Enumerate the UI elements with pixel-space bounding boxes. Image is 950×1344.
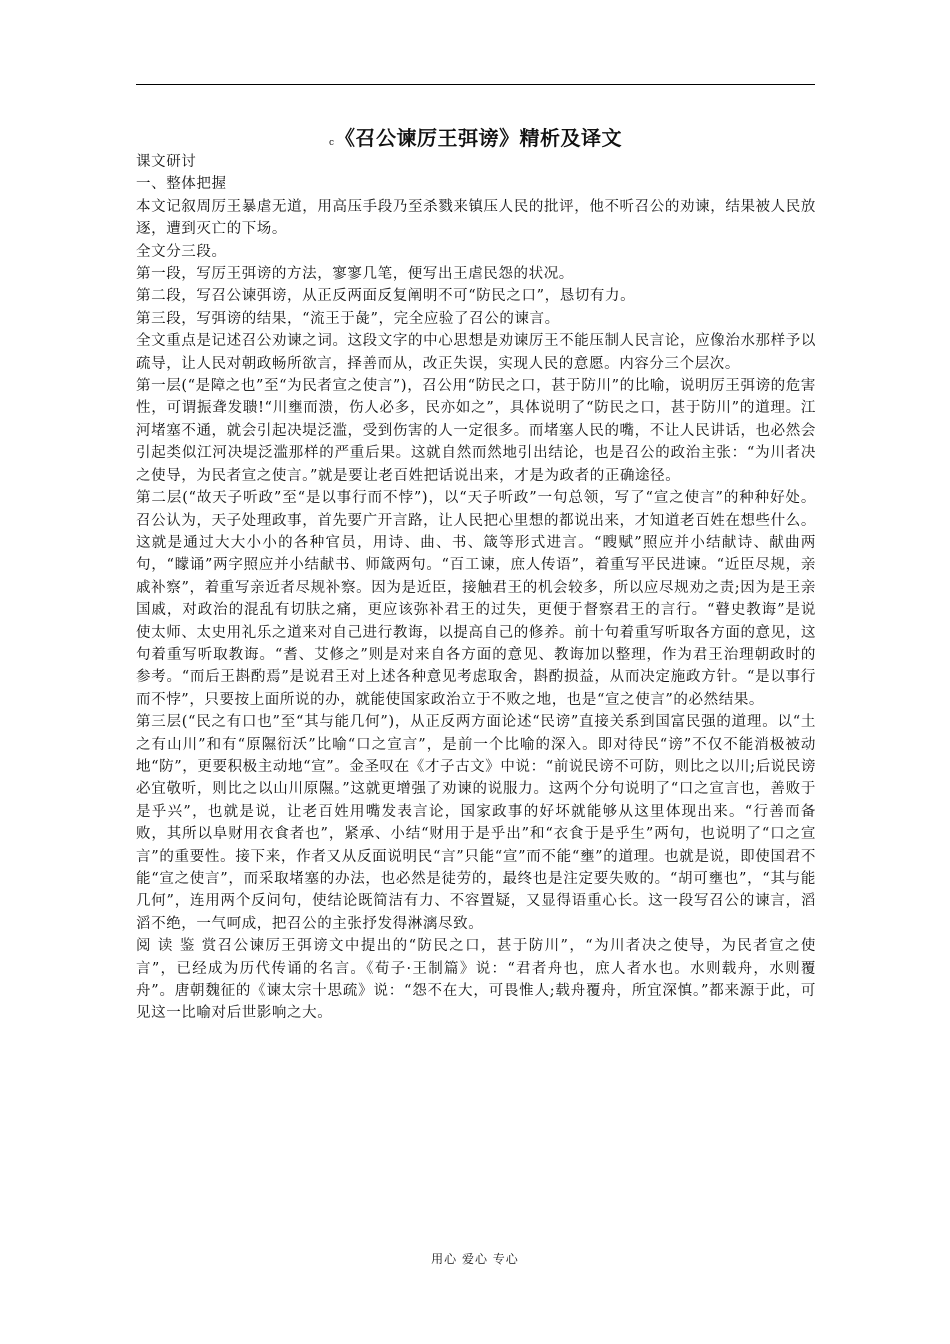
section-heading: 课文研讨 <box>136 154 197 170</box>
paragraph: 第二段，写召公谏弭谤，从正反两面反复阐明不可“防民之口”，恳切有力。 <box>136 288 636 305</box>
document-body <box>136 151 816 1025</box>
paragraph: 第一层(“是障之也”至“为民者宣之使言”)，召公用“防民之口，甚于防川”的比喻，说明厉王弭谤的危害性，可谓振聋发聩!“川壅而溃，伤人必多，民亦如之”，具体说明了“防民之口，甚于防川”的道理。江河堵塞不通，就会引起决堤泛滥，受到伤害的人一定很多。而堵塞人民的嘴，不让人民讲话，也必然会引起类似江河决堤泛滥那样的严重后果。这就自然而然地引出结论，也是召公的政治主张：“为川者决之使导，为民者宣之使言。”就是要让老百姓把话说出来，才是为政者的正确途径。 <box>136 378 816 484</box>
paragraph: 第三段，写弭谤的结果，“流王于彘”，完全应验了召公的谏言。 <box>136 310 560 327</box>
document-title <box>136 122 815 151</box>
paragraph: 全文重点是记述召公劝谏之词。这段文字的中心思想是劝谏厉王不能压制人民言论，应像治水那样予以疏导，让人民对朝政畅所欲言，择善而从，改正失误，实现人民的意愿。内容分三个层次。 <box>136 333 816 372</box>
title-mark: c <box>328 138 335 148</box>
paragraph: 第一段，写厉王弭谤的方法，寥寥几笔，便写出王虐民怨的状况。 <box>136 266 574 283</box>
paragraph: 第二层(“故天子听政”至“是以事行而不悖”)，以“天子听政”一句总领，写了“宣之使言”的种种好处。召公认为，天子处理政事，首先要广开言路，让人民把心里想的都说出来，才知道老百姓在想些什么。这就是通过大大小小的各种官员，用诗、曲、书、箴等形式进言。“瞍赋”照应并小结献诗、献曲两句，“矇诵”两字照应并小结献书、师箴两句。“百工谏，庶人传语”，着重写平民进谏。“近臣尽规，亲戚补察”，着重写亲近者尽规补察。因为是近臣，接触君王的机会较多，所以应尽规劝之责;因为是王亲国戚，对政治的混乱有切肤之痛，更应该弥补君王的过失，更便于督察君王的言行。“瞽史教诲”是说使太师、太史用礼乐之道来对自己进行教诲，以提高自己的修养。前十句着重写听取各方面的意见，这句着重写听取教诲。“耆、艾修之”则是对来自各方面的意见、教诲加以整理，作为君王治理朝政时的参考。“而后王斟酌焉”是说君王对上述各种意见考虑取舍，斟酌损益，从而决定施政方针。“是以事行而不悖”，只要按上面所说的办，就能使国家政治立于不败之地，也是“宣之使言”的必然结果。 <box>136 490 816 708</box>
title-text: 《召公谏厉王弭谤》精析及译文 <box>335 126 623 150</box>
paragraph: 本文记叙周厉王暴虐无道，用高压手段乃至杀戮来镇压人民的批评，他不听召公的劝谏，结果被人民放逐，遭到灭亡的下场。 <box>136 198 816 238</box>
paragraph: 第三层(“民之有口也”至“其与能几何”)，从正反两方面论述“民谤”直接关系到国富民强的道理。以“土之有山川”和有“原隰衍沃”比喻“口之宣言”，是前一个比喻的深入。即对待民“谤”不仅不能消极被动地“防”，更要积极主动地“宣”。金圣叹在《才子古文》中说：“前说民谤不可防，则比之以川;后说民谤必宜敬听，则比之以山川原隰。”这就更增强了劝谏的说服力。这两个分句说明了“口之宣言也，善败于是乎兴”，也就是说，让老百姓用嘴发表言论，国家政事的好坏就能够从这里体现出来。“行善而备败，其所以阜财用衣食者也”，紧承、小结“财用于是乎出”和“衣食于是乎生”两句，也说明了“口之宣言”的重要性。接下来，作者又从反面说明民“言”只能“宣”而不能“壅”的道理。也就是说，即使国君不能“宣之使言”，而采取堵塞的办法，也必然是徒劳的，最终也是注定要失败的。“胡可壅也”，“其与能几何”，连用两个反问句，使结论既简洁有力、不容置疑，又显得语重心长。这一段写召公的谏言，滔滔不绝，一气呵成，把召公的主张抒发得淋漓尽致。 <box>136 714 816 932</box>
paragraph: 全文分三段。 <box>136 243 227 260</box>
page-footer: 用心 爱心 专心 <box>431 1252 519 1266</box>
subsection-heading: 一、整体把握 <box>136 176 227 193</box>
header-rule <box>136 84 815 85</box>
paragraph: 阅 读 鉴 赏召公谏厉王弭谤文中提出的“防民之口，甚于防川”，“为川者决之使导，为民者宣之使言”，已经成为历代传诵的名言。《荀子·王制篇》说：“君者舟也，庶人者水也。水则载舟，水则覆舟”。唐朝魏征的《谏太宗十思疏》说：“怨不在大，可畏惟人;载舟覆舟，所宜深慎。”都来源于此，可见这一比喻对后世影响之大。 <box>136 938 816 1022</box>
